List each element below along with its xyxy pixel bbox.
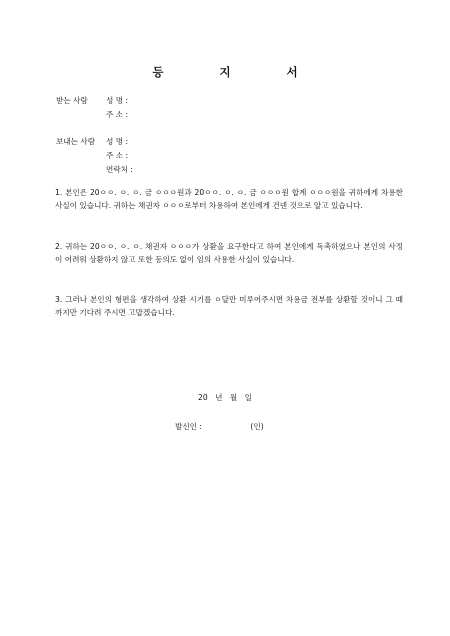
recipient-address-label: 주 소 : [106,110,129,119]
sender-address-label: 주 소 : [106,151,129,160]
paragraph-2: 2. 귀하는 20ㅇㅇ. ㅇ. ㅇ. 채권자 ㅇㅇㅇ가 상환을 요구한다고 하여 본인에게 독촉하였으나 본인의 사정이 어려워 상환하지 않고 또한 동의도 없이 임의 사용한 사실이 있습니다. [55,242,403,264]
document-title: 등 지 서 [152,65,324,79]
signature-label: 발신인 : [175,422,202,431]
seal-mark: (인) [250,422,264,431]
signature-line [175,421,264,432]
paragraph-3: 3. 그러나 본인의 형편을 생각하여 상환 시기를 ㅇ달만 미루어주시면 차용금 전부를 상환할 것이니 그 때까지만 기다려 주시면 고맙겠습니다. [55,295,403,317]
recipient-name-label: 성 명 : [106,96,129,105]
sender-label: 보내는 사람 [56,137,96,146]
sender-contact-label: 연락처 : [106,165,133,174]
sender-name-label: 성 명 : [106,137,129,146]
date-line: 20 년 월 일 [198,393,252,402]
recipient-label: 받는 사람 [56,96,88,105]
paragraph-1: 1. 본인은 20ㅇㅇ. ㅇ. ㅇ. 금 ㅇㅇㅇ원과 20ㅇㅇ. ㅇ. ㅇ. 금 ㅇㅇㅇ원 합계 ㅇㅇㅇ원을 귀하에게 차용한 사실이 있습니다. 귀하는 채권자 ㅇㅇㅇ로부터 차용하여 본인에게 건넨 것으로 알고 있습니다. [55,188,403,210]
